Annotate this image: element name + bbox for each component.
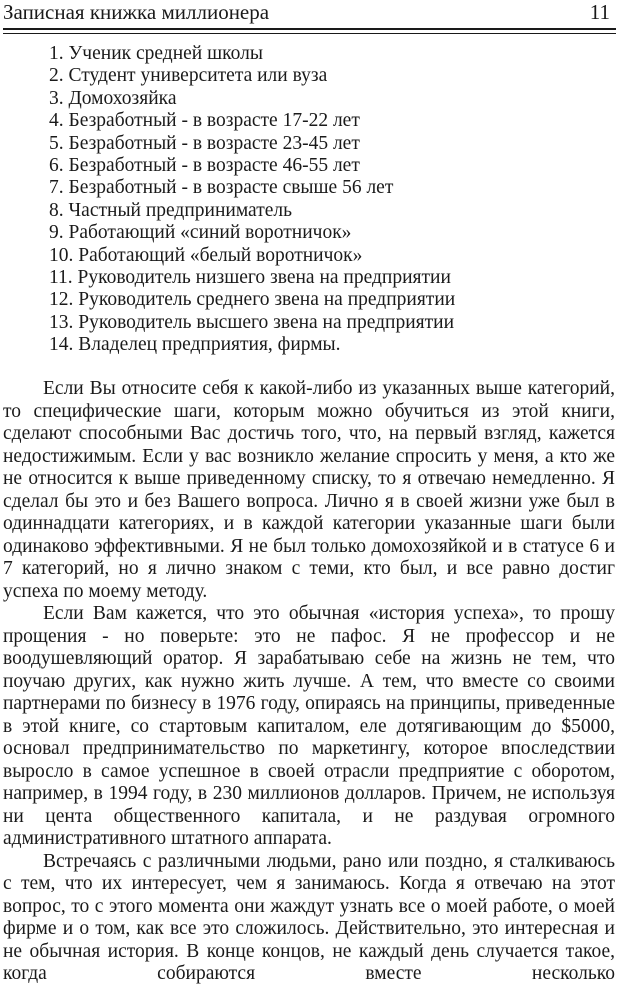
header-rule-thin bbox=[3, 33, 616, 34]
category-list bbox=[49, 43, 455, 357]
paragraph: Если Вы относите себя к какой-либо из указанных выше категорий, то специфические шаги, которым можно обучиться из этой книги, сделают способными Вас достичь того, что, на первый взгляд, кажется недостижимым. Если у вас возникло желание спросить у меня, а кто же не относится к выше приведенному списку, то я отвечаю немедленно. Я сделал бы это и без Вашего вопроса. Лично я в своей жизни уже был в одиннадцати категориях, и в каждой категории указанные шаги были одинаково эффективными. Я не был только домохозяйкой и в статусе 6 и 7 категорий, но я лично знаком с теми, кто был, и все равно достиг успеха по моему методу. bbox=[3, 378, 615, 602]
list-item: 6. Безработный - в возрасте 46-55 лет bbox=[49, 155, 360, 177]
list-item: 5. Безработный - в возрасте 23-45 лет bbox=[49, 132, 360, 154]
running-header bbox=[3, 0, 616, 30]
body-text bbox=[3, 378, 615, 986]
list-item: 9. Работающий «синий воротничок» bbox=[49, 222, 352, 244]
list-item: 13. Руководитель высшего звена на предприятии bbox=[49, 311, 455, 333]
list-item: 7. Безработный - в возрасте свыше 56 лет bbox=[49, 177, 394, 199]
page-number: 11 bbox=[589, 0, 610, 24]
list-item: 12. Руководитель среднего звена на предприятии bbox=[49, 289, 456, 311]
list-item: 2. Студент университета или вуза bbox=[49, 65, 328, 87]
paragraph: Встречаясь с различными людьми, рано или поздно, я сталкиваюсь с тем, что их интересует, чем я занимаюсь. Когда я отвечаю на этот вопрос, то с этого момента они жаждут узнать все о моей работе, о моей фирме и о том, как все это сложилось. Действительно, это интересная и не обычная история. В конце концов, не каждый день случается такое, когда собираются вместе несколько bbox=[3, 850, 615, 984]
list-item: 10. Работающий «белый воротничок» bbox=[49, 244, 363, 266]
header-rule-thick bbox=[3, 28, 616, 30]
list-item: 8. Частный предприниматель bbox=[49, 199, 293, 221]
list-item: 3. Домохозяйка bbox=[49, 87, 177, 109]
list-item: 4. Безработный - в возрасте 17-22 лет bbox=[49, 110, 360, 132]
paragraph: Если Вам кажется, что это обычная «история успеха», то прошу прощения - но поверьте: это не пафос. Я не профессор и не воодушевляющий оратор. Я зарабатываю себе на жизнь не тем, что поучаю других, как нужно жить лучше. А тем, что вместе со своими партнерами по бизнесу в 1976 году, опираясь на принципы, приведенные в этой книге, со стартовым капиталом, еле дотягивающим до $5000, основал предпринимательство по маркетингу, которое впоследствии выросло в самое успешное в своей отрасли предприятие с оборотом, например, в 1994 году, в 230 миллионов долларов. Причем, не используя ни цента общественного капитала, и не раздувая огромного административного штатного аппарата. bbox=[3, 603, 615, 849]
list-item: 11. Руководитель низшего звена на предприятии bbox=[49, 267, 451, 289]
list-item: 1. Ученик средней школы bbox=[49, 43, 263, 64]
book-title: Записная книжка миллионера bbox=[3, 0, 270, 24]
list-item: 14. Владелец предприятия, фирмы. bbox=[49, 334, 341, 356]
